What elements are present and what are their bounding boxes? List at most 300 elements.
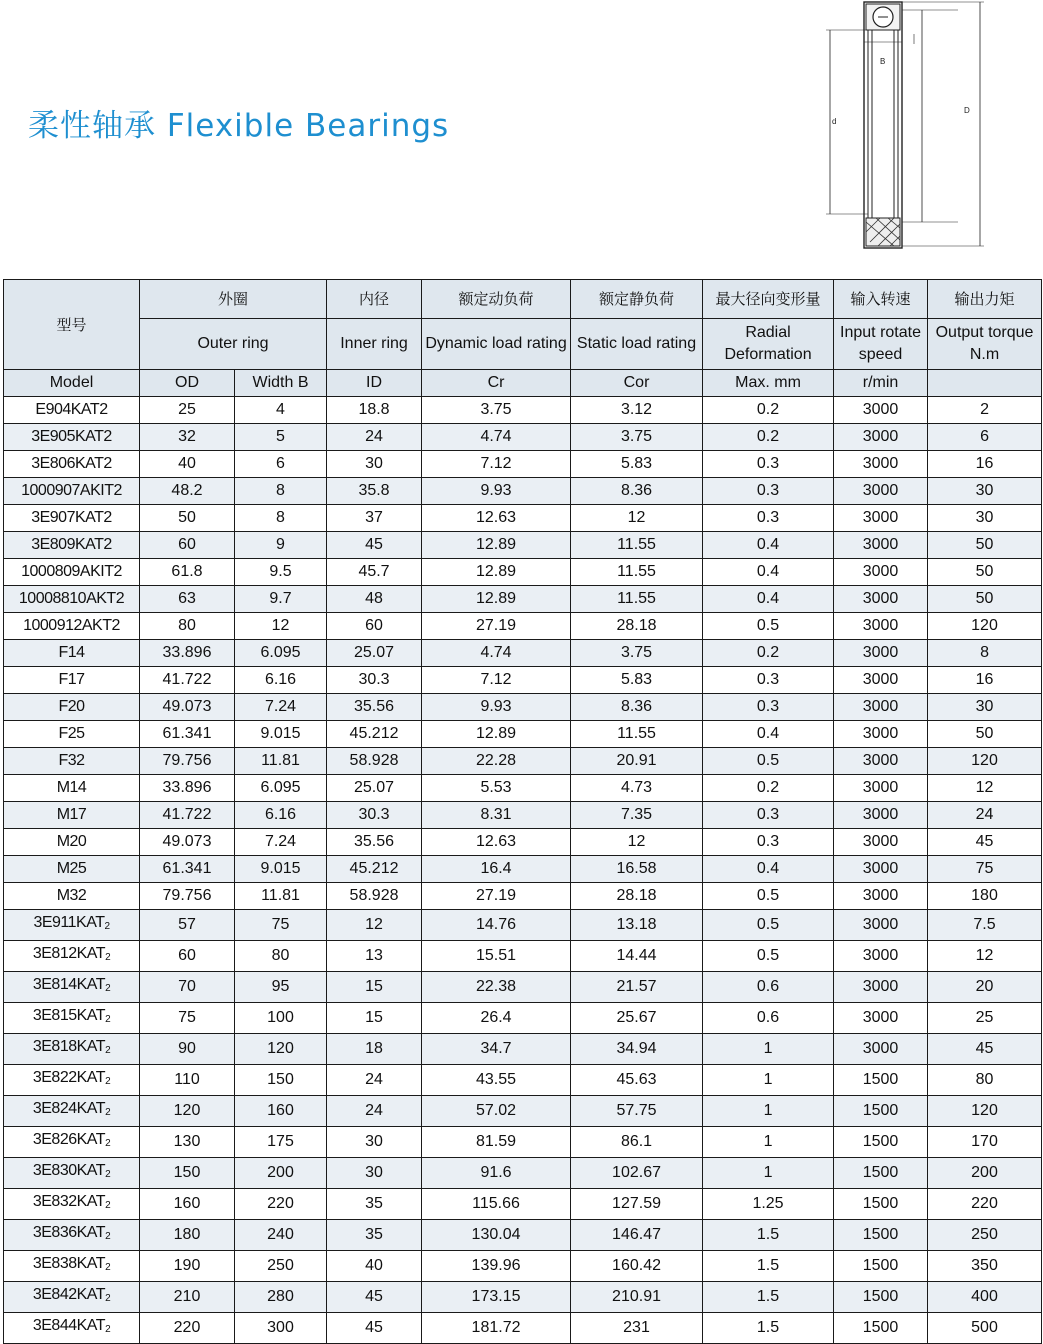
table-row [4,883,1042,910]
table-row [4,532,1042,559]
cor-cell: 160.42 [571,1251,703,1282]
table-row [4,1158,1042,1189]
id-cell: 24 [327,424,422,451]
od-cell: 33.896 [140,775,235,802]
od-cell: 40 [140,451,235,478]
cor-cell: 20.91 [571,748,703,775]
table-row [4,397,1042,424]
od-cell: 80 [140,613,235,640]
model-cell: F14 [4,640,140,667]
radial-cell: 0.4 [703,586,834,613]
cr-cell: 15.51 [422,941,571,972]
width-cell: 120 [235,1034,327,1065]
radial-cell: 0.4 [703,532,834,559]
static-load-header-cn: 额定静负荷 [571,280,703,319]
radial-cell: 1 [703,1065,834,1096]
width-cell: 250 [235,1251,327,1282]
od-cell: 150 [140,1158,235,1189]
speed-cell: 3000 [834,559,928,586]
width-cell: 5 [235,424,327,451]
torque-cell: 50 [928,559,1042,586]
dynamic-load-header-en: Dynamic load rating [422,319,571,370]
max-mm-header: Max. mm [703,370,834,397]
cor-cell: 231 [571,1313,703,1344]
width-cell: 175 [235,1127,327,1158]
model-cell: M32 [4,883,140,910]
model-cell: M20 [4,829,140,856]
id-header: ID [327,370,422,397]
cr-cell: 139.96 [422,1251,571,1282]
cor-cell: 13.18 [571,910,703,941]
id-cell: 35.8 [327,478,422,505]
radial-cell: 0.4 [703,856,834,883]
table-row [4,1096,1042,1127]
cr-cell: 27.19 [422,883,571,910]
torque-cell: 30 [928,505,1042,532]
id-cell: 13 [327,941,422,972]
torque-cell: 170 [928,1127,1042,1158]
cor-cell: 11.55 [571,559,703,586]
torque-cell: 75 [928,856,1042,883]
cr-cell: 22.38 [422,972,571,1003]
cr-cell: 3.75 [422,397,571,424]
cr-cell: 9.93 [422,478,571,505]
od-cell: 120 [140,1096,235,1127]
cor-cell: 102.67 [571,1158,703,1189]
cor-cell: 21.57 [571,972,703,1003]
cr-cell: 91.6 [422,1158,571,1189]
id-cell: 30 [327,1158,422,1189]
width-cell: 11.81 [235,883,327,910]
cr-cell: 173.15 [422,1282,571,1313]
cr-cell: 7.12 [422,451,571,478]
od-cell: 79.756 [140,748,235,775]
torque-cell: 12 [928,941,1042,972]
radial-cell: 0.5 [703,910,834,941]
radial-cell: 0.3 [703,802,834,829]
radial-cell: 0.3 [703,694,834,721]
cor-cell: 12 [571,505,703,532]
radial-cell: 0.3 [703,478,834,505]
cor-cell: 45.63 [571,1065,703,1096]
table-row [4,667,1042,694]
width-header: Width B [235,370,327,397]
width-cell: 100 [235,1003,327,1034]
table-row [4,1282,1042,1313]
cor-cell: 57.75 [571,1096,703,1127]
cor-cell: 146.47 [571,1220,703,1251]
cor-cell: 8.36 [571,694,703,721]
input-speed-header-en: Input rotate speed [834,319,928,370]
width-cell: 9 [235,532,327,559]
width-cell: 7.24 [235,829,327,856]
cr-cell: 57.02 [422,1096,571,1127]
od-cell: 32 [140,424,235,451]
table-row [4,640,1042,667]
cor-cell: 7.35 [571,802,703,829]
table-row [4,1251,1042,1282]
id-cell: 45.212 [327,721,422,748]
speed-cell: 3000 [834,856,928,883]
outer-ring-header-cn: 外圈 [140,280,327,319]
model-cell: 3E907KAT2 [4,505,140,532]
od-cell: 110 [140,1065,235,1096]
torque-cell: 250 [928,1220,1042,1251]
cr-cell: 12.89 [422,532,571,559]
od-cell: 70 [140,972,235,1003]
radial-cell: 0.2 [703,397,834,424]
width-cell: 6.16 [235,802,327,829]
table-row [4,1065,1042,1096]
model-cell: 1000912AKT2 [4,613,140,640]
speed-cell: 3000 [834,883,928,910]
width-cell: 9.7 [235,586,327,613]
speed-cell: 1500 [834,1096,928,1127]
speed-cell: 1500 [834,1313,928,1344]
speed-cell: 1500 [834,1127,928,1158]
table-row [4,613,1042,640]
radial-cell: 0.5 [703,613,834,640]
model-cell: $3E830KAT_2$ [4,1158,140,1189]
od-cell: 130 [140,1127,235,1158]
id-cell: 25.07 [327,640,422,667]
id-cell: 37 [327,505,422,532]
cor-cell: 3.75 [571,424,703,451]
radial-cell: 1 [703,1158,834,1189]
cr-cell: 81.59 [422,1127,571,1158]
width-cell: 160 [235,1096,327,1127]
radial-cell: 0.6 [703,1003,834,1034]
model-cell: $3E815KAT_2$ [4,1003,140,1034]
width-cell: 8 [235,505,327,532]
id-cell: 24 [327,1096,422,1127]
cor-cell: 5.83 [571,667,703,694]
model-cell: E904KAT2 [4,397,140,424]
speed-cell: 3000 [834,667,928,694]
width-cell: 6.16 [235,667,327,694]
bearing-cross-section-diagram [818,0,988,250]
width-cell: 220 [235,1189,327,1220]
cr-cell: 27.19 [422,613,571,640]
table-row [4,775,1042,802]
od-cell: 48.2 [140,478,235,505]
model-cell: M25 [4,856,140,883]
width-cell: 300 [235,1313,327,1344]
model-cell: $3E818KAT_2$ [4,1034,140,1065]
table-row [4,505,1042,532]
speed-cell: 1500 [834,1282,928,1313]
torque-cell: 45 [928,1034,1042,1065]
speed-cell: 3000 [834,721,928,748]
torque-cell: 30 [928,694,1042,721]
torque-cell: 220 [928,1189,1042,1220]
cor-cell: 12 [571,829,703,856]
radial-cell: 1.5 [703,1313,834,1344]
table-row [4,972,1042,1003]
radial-deformation-header-cn: 最大径向变形量 [703,280,834,319]
torque-cell: 350 [928,1251,1042,1282]
table-row [4,1003,1042,1034]
static-load-header-en: Static load rating [571,319,703,370]
od-cell: 79.756 [140,883,235,910]
cor-cell: 25.67 [571,1003,703,1034]
inner-ring-header-en: Inner ring [327,319,422,370]
id-cell: 30 [327,451,422,478]
cor-cell: 34.94 [571,1034,703,1065]
table-row [4,910,1042,941]
id-cell: 24 [327,1065,422,1096]
id-cell: 60 [327,613,422,640]
od-cell: 63 [140,586,235,613]
cor-cell: 28.18 [571,613,703,640]
radial-cell: 1.5 [703,1220,834,1251]
cr-cell: 12.63 [422,505,571,532]
speed-cell: 3000 [834,941,928,972]
model-cell: $3E814KAT_2$ [4,972,140,1003]
width-cell: 7.24 [235,694,327,721]
speed-cell: 3000 [834,424,928,451]
id-cell: 15 [327,1003,422,1034]
spec-table-body [4,397,1042,1344]
model-cell: $3E812KAT_2$ [4,941,140,972]
id-cell: 12 [327,910,422,941]
radial-cell: 0.4 [703,721,834,748]
model-cell: 1000809AKIT2 [4,559,140,586]
speed-cell: 3000 [834,532,928,559]
output-torque-header-cn: 输出力矩 [928,280,1042,319]
od-cell: 50 [140,505,235,532]
table-row [4,694,1042,721]
od-label: D [964,106,970,115]
speed-cell: 3000 [834,802,928,829]
torque-cell: 120 [928,1096,1042,1127]
id-cell: 45 [327,1313,422,1344]
model-cell: $3E836KAT_2$ [4,1220,140,1251]
radial-cell: 0.3 [703,667,834,694]
id-label: d [832,117,837,126]
cr-cell: 12.89 [422,721,571,748]
cor-cell: 4.73 [571,775,703,802]
id-cell: 35 [327,1220,422,1251]
od-header: OD [140,370,235,397]
radial-cell: 1.5 [703,1251,834,1282]
id-cell: 30 [327,1127,422,1158]
speed-cell: 3000 [834,972,928,1003]
width-cell: 9.5 [235,559,327,586]
model-cell: $3E844KAT_2$ [4,1313,140,1344]
od-cell: 61.8 [140,559,235,586]
radial-cell: 0.5 [703,883,834,910]
model-cell: $3E826KAT_2$ [4,1127,140,1158]
torque-cell: 180 [928,883,1042,910]
table-row [4,748,1042,775]
table-row [4,1220,1042,1251]
speed-cell: 3000 [834,478,928,505]
radial-cell: 0.4 [703,559,834,586]
output-torque-header-en: Output torque N.m [928,319,1042,370]
cr-cell: 115.66 [422,1189,571,1220]
od-cell: 180 [140,1220,235,1251]
cor-cell: 11.55 [571,586,703,613]
id-cell: 18 [327,1034,422,1065]
cor-cell: 28.18 [571,883,703,910]
radial-cell: 1.5 [703,1282,834,1313]
od-cell: 41.722 [140,667,235,694]
speed-cell: 3000 [834,397,928,424]
radial-cell: 0.5 [703,748,834,775]
cor-cell: 3.12 [571,397,703,424]
cr-cell: 16.4 [422,856,571,883]
id-cell: 45 [327,532,422,559]
id-cell: 45.7 [327,559,422,586]
od-cell: 160 [140,1189,235,1220]
cr-cell: 5.53 [422,775,571,802]
model-cell: $3E824KAT_2$ [4,1096,140,1127]
model-cell: F20 [4,694,140,721]
speed-cell: 1500 [834,1065,928,1096]
width-cell: 6 [235,451,327,478]
radial-cell: 1.25 [703,1189,834,1220]
torque-cell: 12 [928,775,1042,802]
od-cell: 61.341 [140,721,235,748]
width-cell: 75 [235,910,327,941]
radial-cell: 0.3 [703,829,834,856]
speed-cell: 1500 [834,1251,928,1282]
cr-cell: 12.63 [422,829,571,856]
speed-cell: 3000 [834,586,928,613]
cr-cell: 34.7 [422,1034,571,1065]
table-row [4,478,1042,505]
id-cell: 35 [327,1189,422,1220]
od-cell: 60 [140,941,235,972]
od-cell: 75 [140,1003,235,1034]
cr-cell: 181.72 [422,1313,571,1344]
model-cell: 10008810AKT2 [4,586,140,613]
width-cell: 240 [235,1220,327,1251]
table-row [4,829,1042,856]
table-row [4,586,1042,613]
torque-cell: 7.5 [928,910,1042,941]
torque-cell: 50 [928,721,1042,748]
id-cell: 15 [327,972,422,1003]
table-row [4,856,1042,883]
id-cell: 18.8 [327,397,422,424]
table-row [4,802,1042,829]
cr-cell: 22.28 [422,748,571,775]
spec-table [3,279,1042,1344]
cor-cell: 14.44 [571,941,703,972]
width-cell: 150 [235,1065,327,1096]
cor-cell: 11.55 [571,721,703,748]
table-row [4,559,1042,586]
table-row [4,721,1042,748]
speed-cell: 1500 [834,1220,928,1251]
model-cell: F25 [4,721,140,748]
torque-cell: 16 [928,667,1042,694]
radial-deformation-header-en: Radial Deformation [703,319,834,370]
cr-header: Cr [422,370,571,397]
torque-cell: 50 [928,532,1042,559]
radial-cell: 0.5 [703,941,834,972]
width-cell: 280 [235,1282,327,1313]
cr-cell: 4.74 [422,424,571,451]
od-cell: 33.896 [140,640,235,667]
cor-cell: 86.1 [571,1127,703,1158]
radial-cell: 0.3 [703,451,834,478]
radial-cell: 0.2 [703,640,834,667]
speed-cell: 3000 [834,775,928,802]
cor-cell: 8.36 [571,478,703,505]
speed-cell: 3000 [834,640,928,667]
radial-cell: 0.2 [703,775,834,802]
torque-cell: 2 [928,397,1042,424]
width-cell: 9.015 [235,721,327,748]
model-cell: F17 [4,667,140,694]
cor-cell: 16.58 [571,856,703,883]
speed-cell: 3000 [834,613,928,640]
id-cell: 35.56 [327,829,422,856]
speed-cell: 3000 [834,1034,928,1065]
cr-cell: 12.89 [422,586,571,613]
speed-cell: 3000 [834,910,928,941]
torque-cell: 30 [928,478,1042,505]
table-row [4,941,1042,972]
od-cell: 25 [140,397,235,424]
width-cell: 200 [235,1158,327,1189]
model-cell: 3E806KAT2 [4,451,140,478]
width-label: B [880,57,886,66]
radial-cell: 1 [703,1127,834,1158]
cor-cell: 127.59 [571,1189,703,1220]
torque-cell: 80 [928,1065,1042,1096]
id-cell: 45 [327,1282,422,1313]
speed-cell: 1500 [834,1189,928,1220]
radial-cell: 0.3 [703,505,834,532]
model-header-cn: 型号 [4,280,140,370]
radial-cell: 0.2 [703,424,834,451]
id-cell: 58.928 [327,883,422,910]
cr-cell: 7.12 [422,667,571,694]
cor-header: Cor [571,370,703,397]
id-cell: 30.3 [327,667,422,694]
page-title: 柔性轴承 Flexible Bearings [28,108,450,144]
table-row [4,1034,1042,1065]
inner-ring-header-cn: 内径 [327,280,422,319]
width-cell: 9.015 [235,856,327,883]
od-cell: 49.073 [140,829,235,856]
table-row [4,451,1042,478]
od-cell: 60 [140,532,235,559]
torque-cell: 25 [928,1003,1042,1034]
torque-cell: 120 [928,748,1042,775]
torque-cell: 500 [928,1313,1042,1344]
model-cell: M14 [4,775,140,802]
torque-cell: 8 [928,640,1042,667]
torque-cell: 50 [928,586,1042,613]
width-cell: 8 [235,478,327,505]
model-cell: 3E905KAT2 [4,424,140,451]
cor-cell: 5.83 [571,451,703,478]
width-cell: 80 [235,941,327,972]
table-row [4,1313,1042,1344]
model-cell: $3E911KAT_2$ [4,910,140,941]
cr-cell: 14.76 [422,910,571,941]
speed-cell: 3000 [834,505,928,532]
cor-cell: 210.91 [571,1282,703,1313]
torque-cell: 20 [928,972,1042,1003]
dynamic-load-header-cn: 额定动负荷 [422,280,571,319]
width-cell: 6.095 [235,640,327,667]
